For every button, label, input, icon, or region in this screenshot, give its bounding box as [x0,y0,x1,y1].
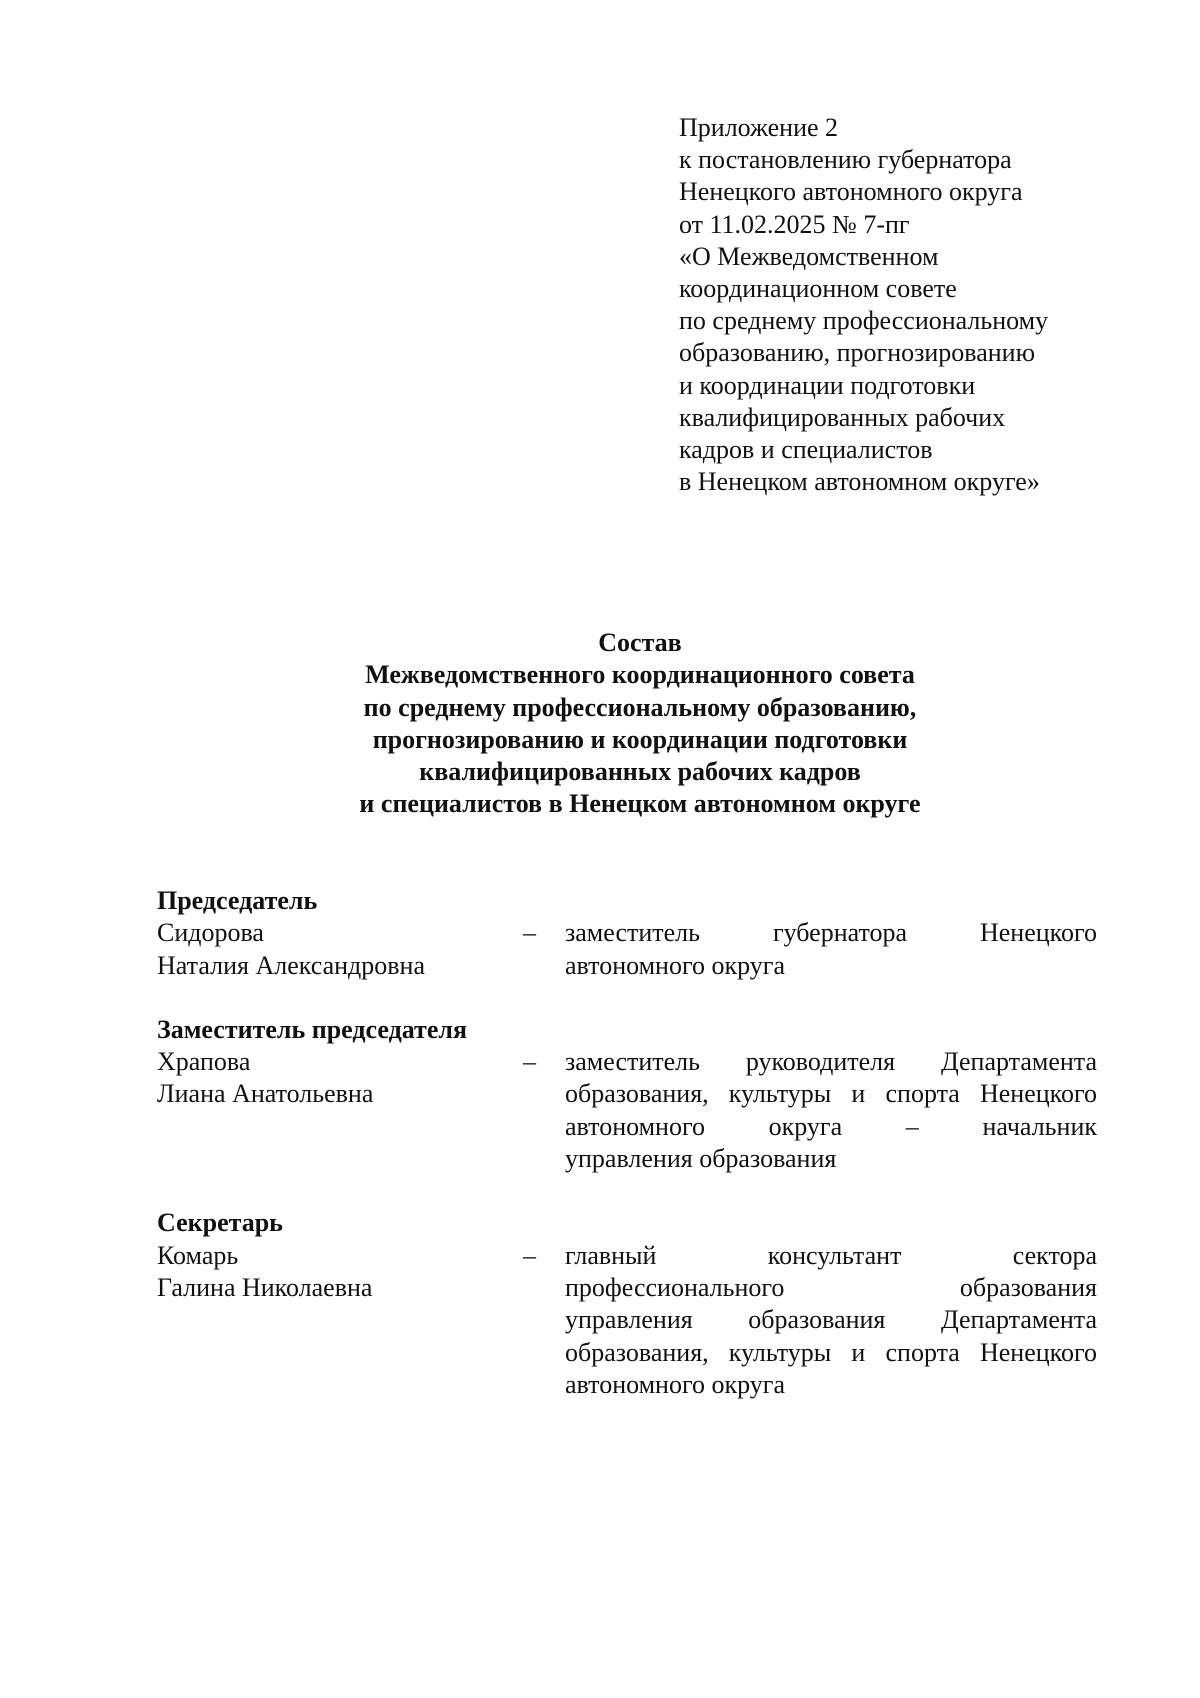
member-surname: Комарь [157,1240,239,1270]
member-name [157,1046,523,1175]
member-given-names: Наталия Александровна [157,950,425,980]
annex-line: Ненецкого автономного округа [679,177,1023,207]
title-line: Межведомственного координационного совета [365,660,915,690]
member-row [157,1046,1097,1175]
member-name [157,1240,523,1401]
role-heading: Председатель [157,886,318,915]
position-line: образования, культуры и спорта Ненецкого [565,1337,1097,1367]
annex-line: Приложение 2 [679,113,839,142]
position-line: заместитель губернатора Ненецкого [565,918,1097,948]
member-position [565,917,1097,982]
title-line: квалифицированных рабочих кадров [419,757,861,787]
dash-separator: – [523,918,536,948]
annex-line: координационном совете [679,274,957,304]
position-line: профессионального образования [565,1272,1097,1302]
section-deputy-chairman [157,1014,1097,1175]
section-secretary [157,1207,1097,1401]
role-heading: Заместитель председателя [157,1014,468,1044]
position-line: управления образования Департамента [565,1305,1097,1335]
member-row [157,1240,1097,1401]
position-line: образования, культуры и спорта Ненецкого [565,1079,1097,1109]
member-surname: Сидорова [157,918,264,948]
council-members [157,885,1097,1433]
annex-line: «О Межведомственном [679,241,939,271]
member-given-names: Галина Николаевна [157,1272,373,1302]
position-line: автономного округа – начальник [565,1111,1097,1141]
member-position [565,1240,1097,1401]
member-position [565,1046,1097,1175]
title-line: по среднему профессиональному образованию, [363,692,917,722]
annex-line: образованию, прогнозированию [679,338,1036,368]
position-line: заместитель руководителя Департамента [565,1047,1097,1077]
member-name [157,917,523,982]
position-line: автономного округа [565,950,785,980]
section-chairman [157,885,1097,982]
annex-line: по среднему профессиональному [679,306,1049,336]
position-line: автономного округа [565,1369,785,1399]
member-given-names: Лиана Анатольевна [157,1079,374,1109]
member-surname: Храпова [157,1047,251,1077]
position-line: главный консультант сектора [565,1240,1097,1270]
annex-line: кадров и специалистов [679,435,933,465]
annex-line: от 11.02.2025 № 7-пг [679,209,910,239]
annex-line: в Ненецком автономном округе» [679,467,1040,497]
dash-separator: – [523,1047,536,1077]
annex-line: квалифицированных рабочих [679,402,1006,432]
document-title [100,627,1180,821]
dash-separator: – [523,1240,536,1270]
annex-note [679,112,1159,498]
title-line: прогнозированию и координации подготовки [372,724,908,754]
title-line: и специалистов в Ненецком автономном округе [359,789,921,819]
annex-line: и координации подготовки [679,370,976,400]
role-heading: Секретарь [157,1208,283,1238]
member-row [157,917,1097,982]
position-line: управления образования [565,1144,837,1174]
annex-line: к постановлению губернатора [679,145,1012,175]
title-line: Состав [598,628,682,657]
